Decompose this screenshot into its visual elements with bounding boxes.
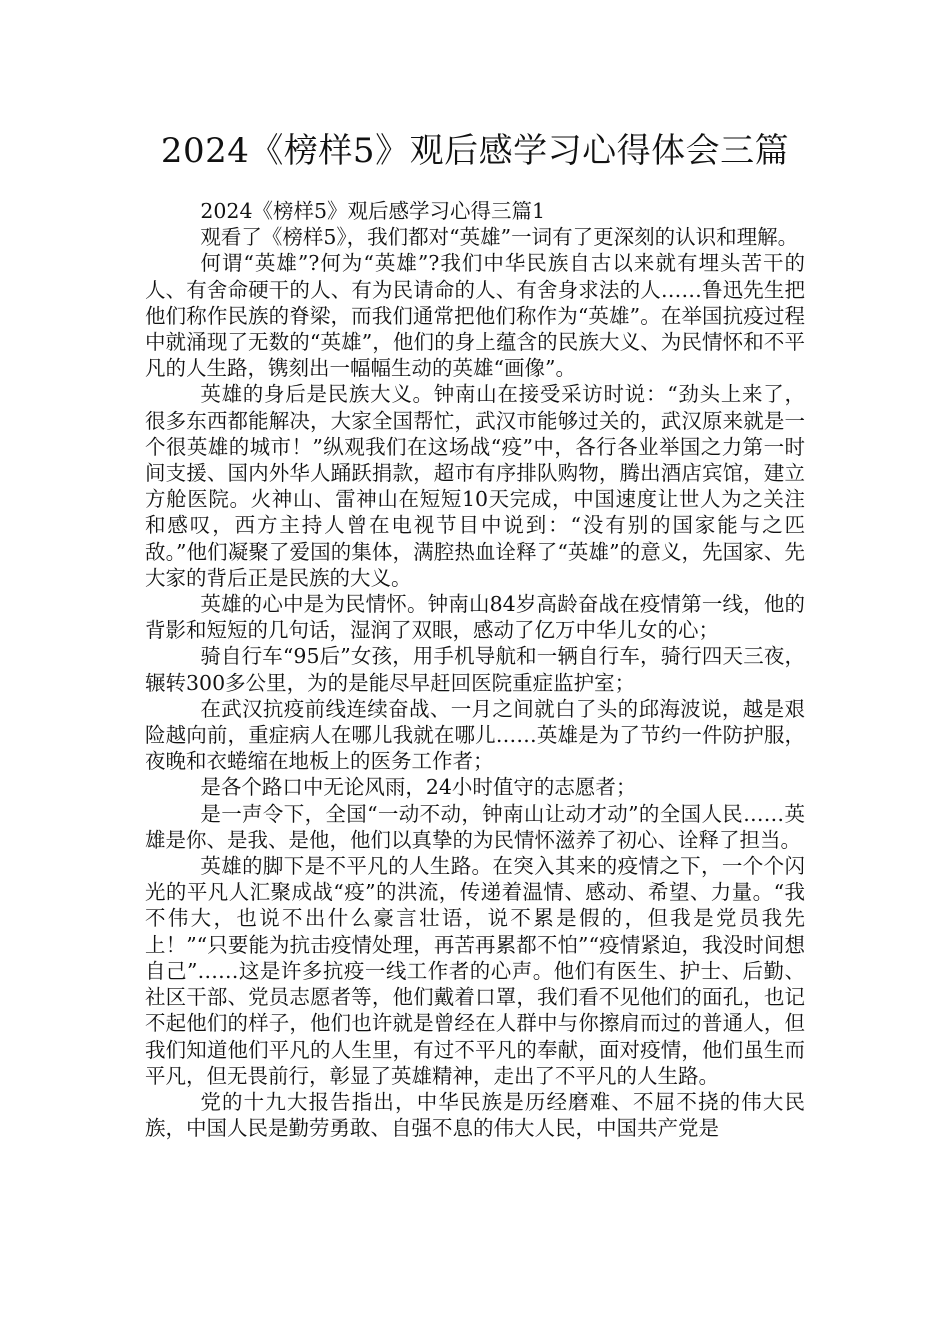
paragraph-2: 何谓“英雄”?何为“英雄”?我们中华民族自古以来就有埋头苦干的人、有舍命硬干的人、有为民请命的人、有舍身求法的人……鲁迅先生把他们称作民族的脊梁，而我们通常把他们称作为“英雄”。在举国抗疫过程中就涌现了无数的“英雄”，他们的身上蕴含的民族大义、为民情怀和不平凡的人生路，镌刻出一幅幅生动的英雄“画像”。 bbox=[145, 251, 805, 381]
paragraph-3: 英雄的身后是民族大义。钟南山在接受采访时说：“劲头上来了，很多东西都能解决，大家全国帮忙，武汉市能够过关的，武汉原来就是一个很英雄的城市！”纵观我们在这场战“疫”中，各行各业举国之力第一时间支援、国内外华人踊跃捐款，超市有序排队购物，腾出酒店宾馆，建立方舱医院。火神山、雷神山在短短10天完成，中国速度让世人为之关注和感叹，西方主持人曾在电视节目中说到：“没有别的国家能与之匹敌。”他们凝聚了爱国的集体，满腔热血诠释了“英雄”的意义，先国家、先大家的背后正是民族的大义。 bbox=[145, 382, 805, 590]
paragraph-9: 英雄的脚下是不平凡的人生路。在突入其来的疫情之下，一个个闪光的平凡人汇聚成战“疫”的洪流，传递着温情、感动、希望、力量。“我不伟大，也说不出什么豪言壮语，说不累是假的，但我是党员我先上！”“只要能为抗击疫情处理，再苦再累都不怕”“疫情紧迫，我没时间想自己”……这是许多抗疫一线工作者的心声。他们有医生、护士、后勤、社区干部、党员志愿者等，他们戴着口罩，我们看不见他们的面孔，也记不起他们的样子，他们也许就是曾经在人群中与你擦肩而过的普通人，但我们知道他们平凡的人生里，有过不平凡的奉献，面对疫情，他们虽生而平凡，但无畏前行，彰显了英雄精神，走出了不平凡的人生路。 bbox=[145, 854, 805, 1088]
paragraph-4: 英雄的心中是为民情怀。钟南山84岁高龄奋战在疫情第一线，他的背影和短短的几句话，湿润了双眼，感动了亿万中华儿女的心； bbox=[145, 592, 805, 643]
paragraph-6: 在武汉抗疫前线连续奋战、一月之间就白了头的邱海波说，越是艰险越向前，重症病人在哪儿我就在哪儿……英雄是为了节约一件防护服，夜晚和衣蜷缩在地板上的医务工作者； bbox=[145, 696, 805, 774]
paragraph-5: 骑自行车“95后”女孩，用手机导航和一辆自行车，骑行四天三夜，辗转300多公里，为的是能尽早赶回医院重症监护室； bbox=[145, 644, 805, 695]
paragraph-1: 观看了《榜样5》，我们都对“英雄”一词有了更深刻的认识和理解。 bbox=[200, 225, 799, 250]
paragraph-10: 党的十九大报告指出，中华民族是历经磨难、不屈不挠的伟大民族，中国人民是勤劳勇敢、自强不息的伟大人民，中国共产党是 bbox=[145, 1089, 805, 1141]
paragraph-7: 是各个路口中无论风雨，24小时值守的志愿者； bbox=[200, 775, 637, 800]
section-heading: 2024《榜样5》观后感学习心得三篇1 bbox=[200, 199, 546, 223]
paragraph-8: 是一声令下，全国“一动不动，钟南山让动才动”的全国人民……英雄是你、是我、是他，他们以真挚的为民情怀滋养了初心、诠释了担当。 bbox=[145, 801, 805, 852]
document-title: 2024《榜样5》观后感学习心得体会三篇 bbox=[160, 131, 790, 171]
document-body bbox=[145, 198, 805, 1141]
